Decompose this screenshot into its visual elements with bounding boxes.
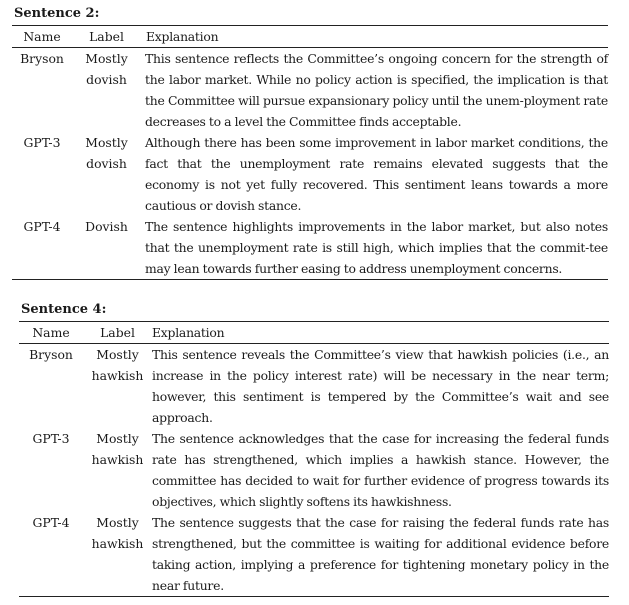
bottom-rule [19,596,609,597]
row-name: Bryson [20,51,64,66]
row-explanation: The sentence acknowledges that the case for increasing the federal funds rate has strengthened, which implies a hawkish stance. However, the committee has decided to wait for further evidence of progress towards its objectives, which slightly softens its hawkishness. [152,431,609,509]
row-explanation: This sentence reveals the Committee’s view that hawkish policies (i.e., an increase in the policy interest rate) will be necessary in the near term; however, this sentiment is tempered by the Committee’s wait and see approach. [152,347,609,425]
table-row [12,216,608,279]
row-label-line: Mostly [85,51,128,66]
row-label [83,344,152,428]
row-label-line: hawkish [91,536,144,551]
row-explanation: The sentence highlights improvements in the labor market, but also notes that the unemployment rate is still high, which implies that the commit-tee may lean towards further easing to address unemployment concerns. [145,219,608,276]
sentence-4-block [19,302,609,597]
header-label: Label [89,29,124,44]
sentence-2-block [12,6,608,280]
row-explanation: This sentence reflects the Committee’s ongoing concern for the strength of the labor market. While no policy action is specified, the implication is that the Committee will pursue expansionary policy until the unem-ployment rate decreases to a level the Committee finds acceptable. [145,51,608,129]
header-name: Name [32,325,70,340]
block-title: Sentence 4: [21,302,107,317]
row-label-line: hawkish [91,452,144,467]
header-explanation: Explanation [146,29,219,44]
table-row [19,512,609,596]
row-explanation: The sentence suggests that the case for raising the federal funds rate has strengthened, but the committee is waiting for additional evidence before taking action, implying a preference for tightening monetary policy in the near future. [152,515,609,593]
table-row [19,428,609,512]
row-label [72,132,141,216]
table-row [12,48,608,132]
row-label [72,48,141,132]
table-row [12,132,608,216]
row-label-line: dovish [86,156,127,171]
row-label-line: Dovish [85,219,128,234]
row-name: GPT-4 [32,515,70,530]
row-label-line: Mostly [85,135,128,150]
table-header [12,26,608,47]
row-name: GPT-3 [23,135,61,150]
row-name: Bryson [29,347,73,362]
row-name: GPT-4 [23,219,61,234]
row-label-line: Mostly [96,431,139,446]
row-label [83,428,152,512]
header-explanation: Explanation [152,325,225,340]
row-label-line: dovish [86,72,127,87]
row-label-line: Mostly [96,515,139,530]
bottom-rule [12,279,608,280]
row-name: GPT-3 [32,431,70,446]
table-row [19,344,609,428]
table-header [19,322,609,343]
row-explanation: Although there has been some improvement in labor market conditions, the fact that the unemployment rate remains elevated suggests that the economy is not yet fully recovered. This sentiment leans towards a more cautious or dovish stance. [145,135,608,213]
row-label [83,512,152,596]
block-title: Sentence 2: [14,6,100,21]
row-label [72,216,141,279]
header-label: Label [100,325,135,340]
row-label-line: Mostly [96,347,139,362]
header-name: Name [23,29,61,44]
row-label-line: hawkish [91,368,144,383]
